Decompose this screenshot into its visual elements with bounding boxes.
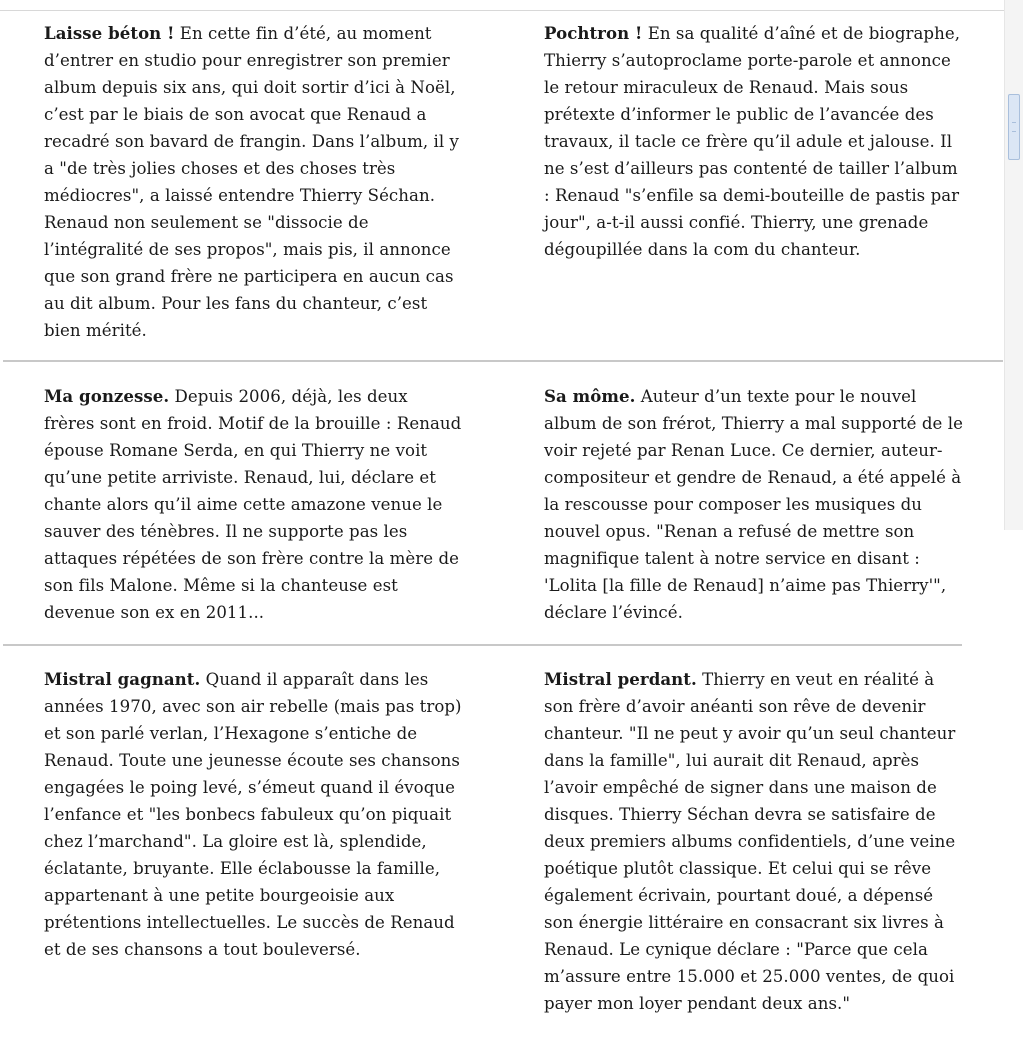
paragraph-lead: Pochtron ! <box>544 23 643 43</box>
paragraph-text: En sa qualité d’aîné et de biographe, Thierry s’autoproclame porte-parole et annonce le retour miraculeux de Renaud. Mais sous prétexte d’informer le public de l’avancée des travaux, il tacle ce frère qu’il adule et jalouse. Il ne s’est d’ailleurs pas contenté de tailler l’album : Renaud "s’enfile sa demi-bouteille de pastis par jour", a-t-il aussi confié. Thierry, une grenade dégoupillée dans la com du chanteur. <box>544 24 961 259</box>
paragraph-text: Thierry en veut en réalité à son frère d’avoir anéanti son rêve de devenir chanteur. "Il ne peut y avoir qu’un seul chanteur dans la famille", lui aurait dit Renaud, après l’avoir empêché de signer dans une maison de disques. Thierry Séchan devra se satisfaire de deux premiers albums confidentiels, d’une veine poétique plutôt classique. Et celui qui se rêve également écrivain, pourtant doué, a dépensé son énergie littéraire en consacrant six livres à Renaud. Le cynique déclare : "Parce que cela m’assure entre 15.000 et 25.000 ventes, de quoi payer mon loyer pendant deux ans." <box>544 670 956 1013</box>
paragraph-laisse-beton <box>44 20 462 344</box>
scrollbar-thumb[interactable] <box>1008 94 1020 160</box>
paragraph-lead: Mistral perdant. <box>544 669 697 689</box>
paragraph-mistral-gagnant <box>44 666 462 963</box>
vertical-scrollbar[interactable] <box>1004 0 1023 530</box>
paragraph-text: En cette fin d’été, au moment d’entrer en studio pour enregistrer son premier album depuis six ans, qui doit sortir d’ici à Noël, c’est par le biais de son avocat que Renaud a recadré son bavard de frangin. Dans l’album, il y a "de très jolies choses et des choses très médiocres", a laissé entendre Thierry Séchan. Renaud non seulement se "dissocie de l’intégralité de ses propos", mais pis, il annonce que son grand frère ne participera en aucun cas au dit album. Pour les fans du chanteur, c’est bien mérité. <box>44 24 459 340</box>
paragraph-ma-gonzesse <box>44 383 462 626</box>
top-divider <box>0 10 1005 11</box>
paragraph-lead: Laisse béton ! <box>44 23 175 43</box>
paragraph-text: Depuis 2006, déjà, les deux frères sont en froid. Motif de la brouille : Renaud épouse Romane Serda, en qui Thierry ne voit qu’une petite arriviste. Renaud, lui, déclare et chante alors qu’il aime cette amazone venue le sauver des ténèbres. Il ne supporte pas les attaques répétées de son frère contre la mère de son fils Malone. Même si la chanteuse est devenue son ex en 2011... <box>44 387 462 622</box>
paragraph-text: Quand il apparaît dans les années 1970, avec son air rebelle (mais pas trop) et son parlé verlan, l’Hexagone s’entiche de Renaud. Toute une jeunesse écoute ses chansons engagées le poing levé, s’émeut quand il évoque l’enfance et "les bonbecs fabuleux qu’on piquait chez l’marchand". La gloire est là, splendide, éclatante, bruyante. Elle éclabousse la famille, appartenant à une petite bourgeoisie aux prétentions intellectuelles. Le succès de Renaud et de ses chansons a tout bouleversé. <box>44 670 462 959</box>
paragraph-pochtron <box>544 20 964 263</box>
paragraph-lead: Ma gonzesse. <box>44 386 170 406</box>
paragraph-text: Auteur d’un texte pour le nouvel album de son frérot, Thierry a mal supporté de le voir rejeté par Renan Luce. Ce dernier, auteur-compositeur et gendre de Renaud, a été appelé à la rescousse pour composer les musiques du nouvel opus. "Renan a refusé de mettre son magnifique talent à notre service en disant : 'Lolita [la fille de Renaud] n’aime pas Thierry'", déclare l’évincé. <box>544 387 963 622</box>
paragraph-lead: Mistral gagnant. <box>44 669 201 689</box>
paragraph-lead: Sa môme. <box>544 386 636 406</box>
paragraph-mistral-perdant <box>544 666 964 1017</box>
section-divider <box>3 644 962 646</box>
paragraph-sa-mome <box>544 383 964 626</box>
section-divider <box>3 360 1003 362</box>
